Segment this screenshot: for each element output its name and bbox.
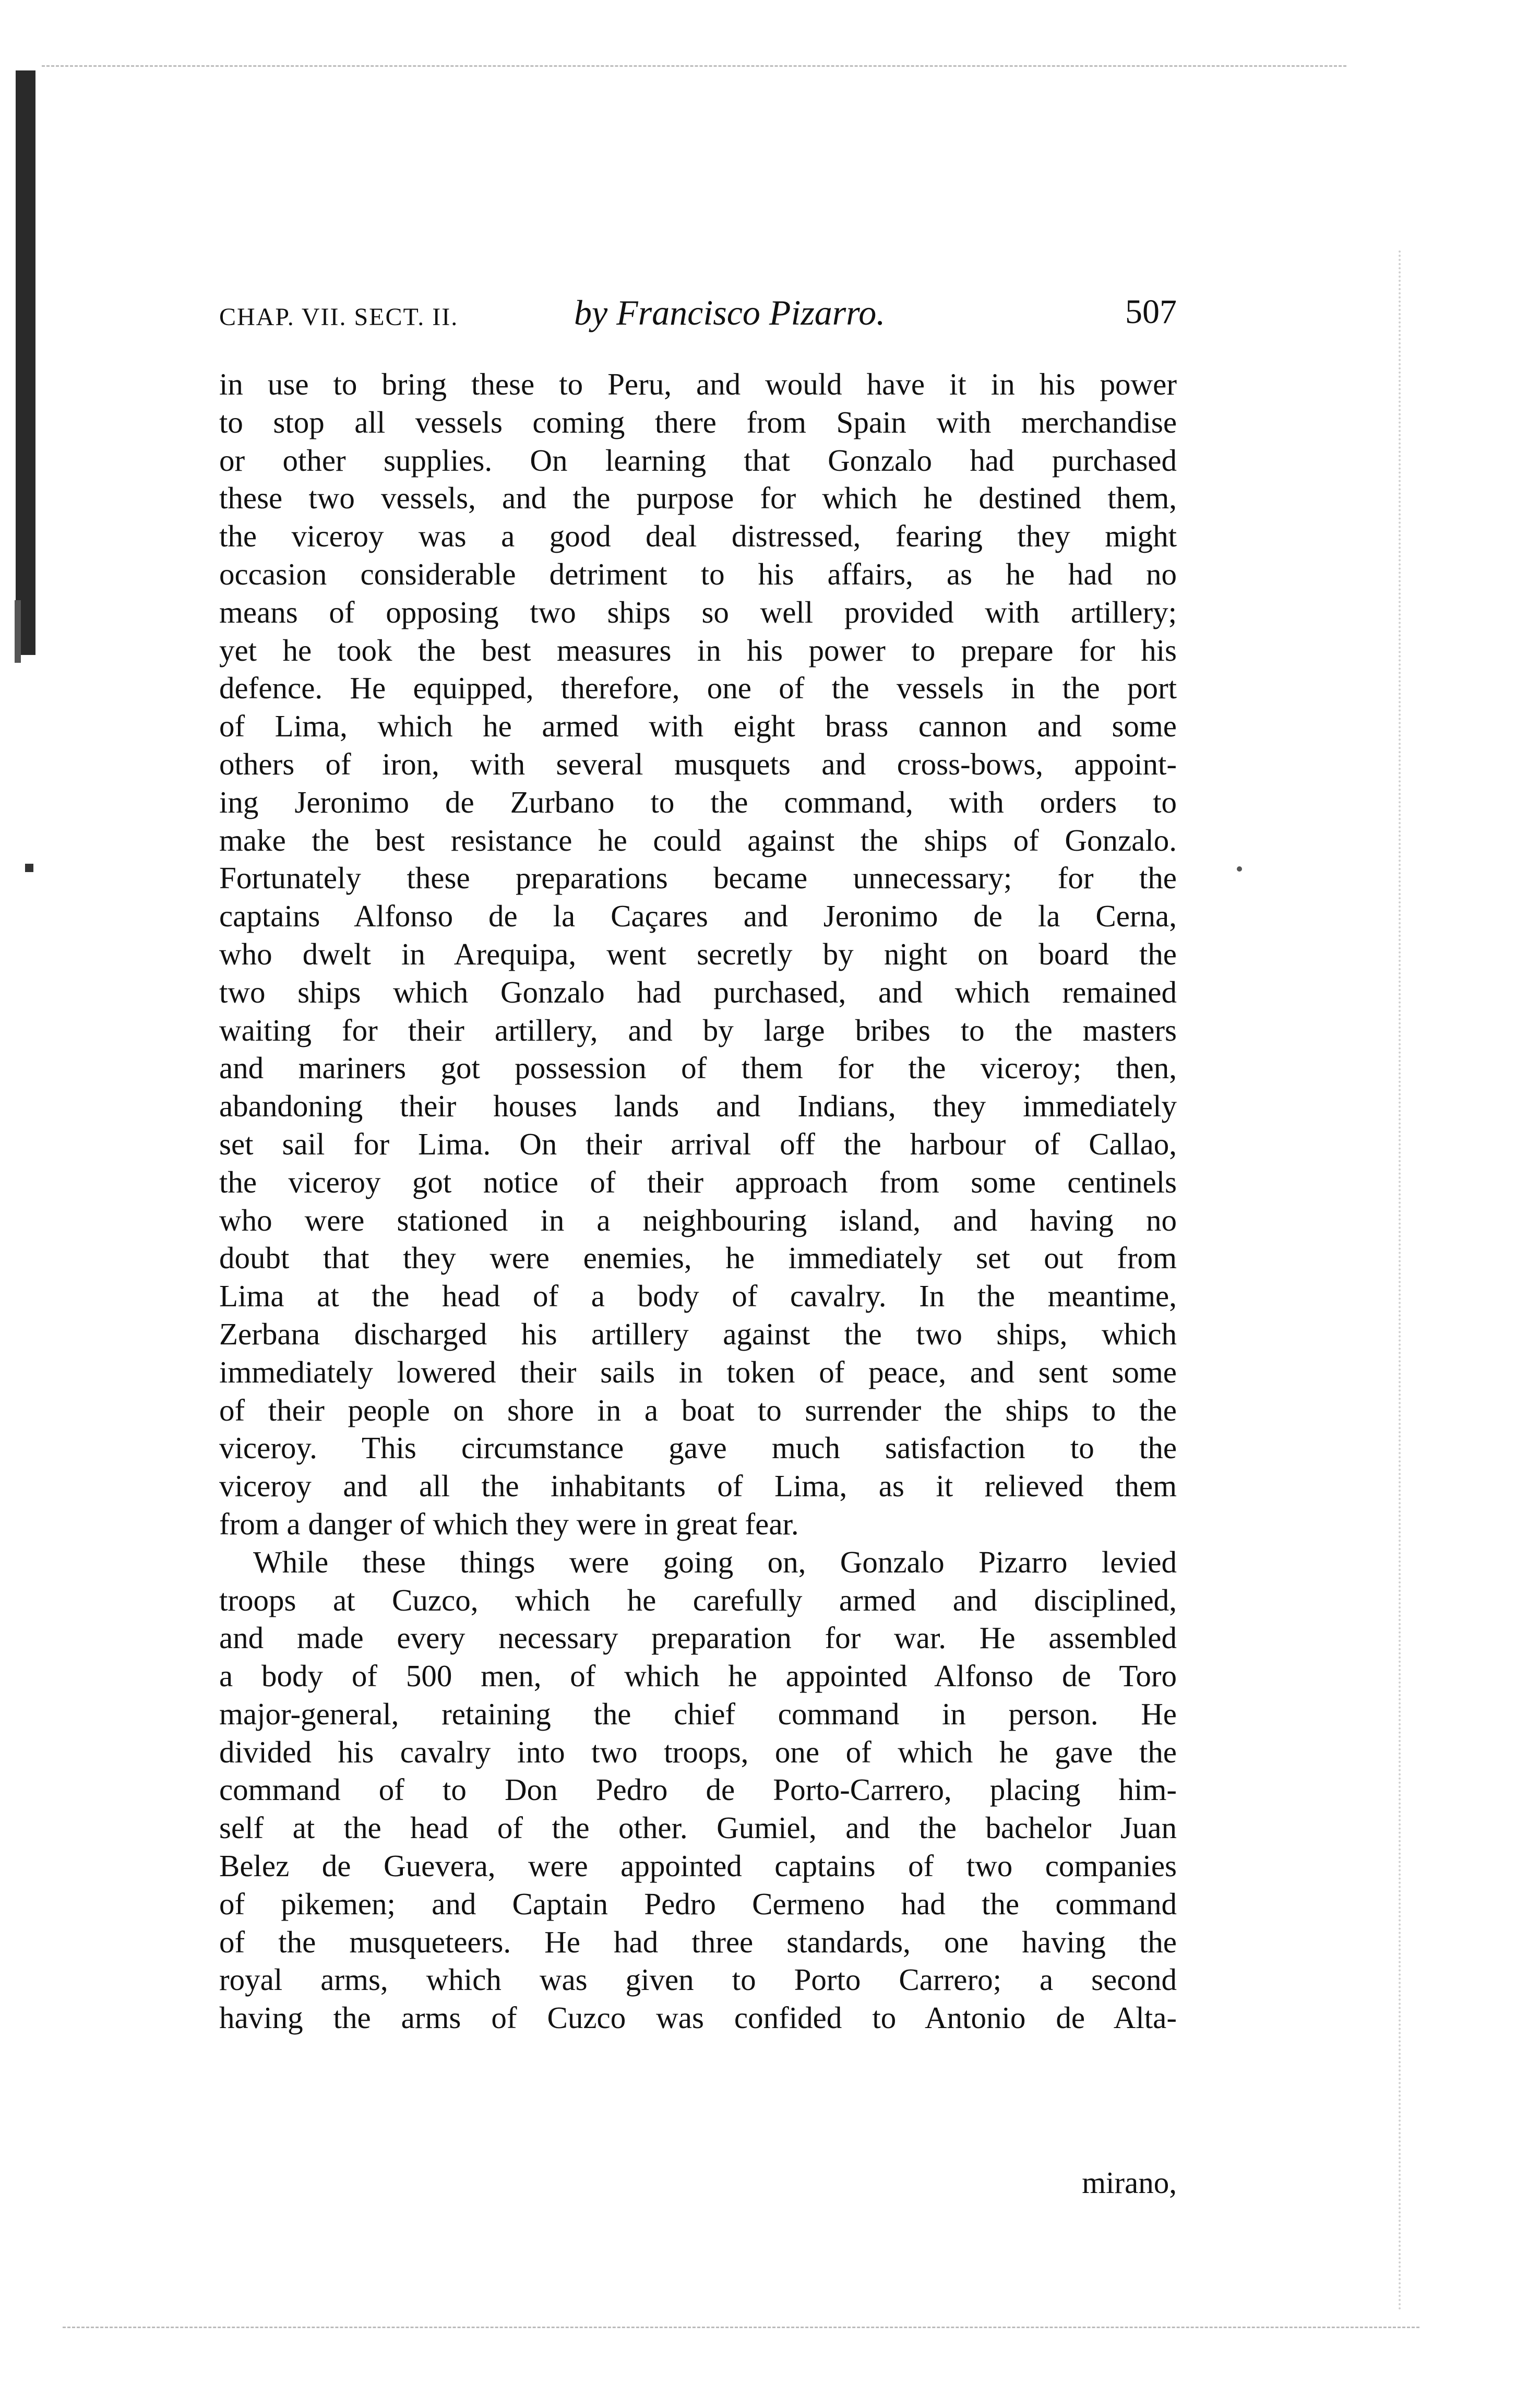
- text-line: in use to bring these to Peru, and would have it in his power: [219, 367, 1177, 401]
- body-text: [219, 365, 1177, 2037]
- text-line: others of iron, with several musquets and cross-bows, appoint-: [219, 746, 1177, 781]
- running-title: by Francisco Pizarro.: [574, 293, 886, 332]
- page-number: 507: [1125, 293, 1177, 331]
- scan-right-margin-artifact: [1399, 251, 1422, 2312]
- text-line: doubt that they were enemies, he immediately set out from: [219, 1241, 1177, 1275]
- running-header: [219, 292, 1177, 344]
- text-line: means of opposing two ships so well provided with artillery;: [219, 594, 1177, 629]
- text-line: who were stationed in a neighbouring island, and having no: [219, 1202, 1177, 1237]
- text-line: major-general, retaining the chief command in person. He: [219, 1696, 1177, 1731]
- text-line: occasion considerable detriment to his affairs, as he had no: [219, 556, 1177, 591]
- text-line: While these things were going on, Gonzalo Pizarro levied: [253, 1544, 1177, 1579]
- text-line: to stop all vessels coming there from Spain with merchandise: [219, 404, 1177, 439]
- text-line: viceroy and all the inhabitants of Lima, as it relieved them: [219, 1469, 1177, 1504]
- text-line: a body of 500 men, of which he appointed Alfonso de Toro: [219, 1659, 1177, 1694]
- text-line: Belez de Guevera, were appointed captains of two companies: [219, 1849, 1177, 1884]
- text-line: Zerbana discharged his artillery against the two ships, which: [219, 1316, 1177, 1351]
- scan-left-margin-mark: [25, 864, 33, 872]
- text-line: make the best resistance he could against the ships of Gonzalo.: [219, 822, 1177, 857]
- text-line: who dwelt in Arequipa, went secretly by night on board the: [219, 936, 1177, 971]
- scan-margin-dot: [1237, 866, 1242, 872]
- text-line: and mariners got possession of them for the viceroy; then,: [219, 1051, 1177, 1086]
- scan-top-artifact: [42, 65, 1346, 67]
- text-line: ing Jeronimo de Zurbano to the command, with orders to: [219, 784, 1177, 819]
- text-line: of pikemen; and Captain Pedro Cermeno had the command: [219, 1886, 1177, 1921]
- catchword: mirano,: [1082, 2165, 1177, 2200]
- text-line: from a danger of which they were in great fear.: [219, 1506, 799, 1541]
- text-line: divided his cavalry into two troops, one of which he gave the: [219, 1734, 1177, 1769]
- text-line: self at the head of the other. Gumiel, and the bachelor Juan: [219, 1810, 1177, 1845]
- text-line: having the arms of Cuzco was confided to Antonio de Alta-: [219, 2000, 1177, 2035]
- text-line: waiting for their artillery, and by large bribes to the masters: [219, 1012, 1177, 1047]
- text-line: the viceroy got notice of their approach from some centinels: [219, 1164, 1177, 1199]
- scan-binding-edge: [16, 70, 35, 655]
- text-line: of the musqueteers. He had three standards, one having the: [219, 1924, 1177, 1959]
- text-line: royal arms, which was given to Porto Carrero; a second: [219, 1962, 1177, 1997]
- text-line: command of to Don Pedro de Porto-Carrero, placing him-: [219, 1772, 1177, 1807]
- scan-bottom-artifact: [63, 2327, 1419, 2328]
- text-line: the viceroy was a good deal distressed, fearing they might: [219, 519, 1177, 554]
- text-line: Fortunately these preparations became unnecessary; for the: [219, 861, 1177, 896]
- text-line: yet he took the best measures in his power to prepare for his: [219, 633, 1177, 667]
- text-line: of Lima, which he armed with eight brass cannon and some: [219, 709, 1177, 744]
- scan-binding-edge-lower: [15, 600, 21, 663]
- text-line: troops at Cuzco, which he carefully armed and disciplined,: [219, 1582, 1177, 1617]
- text-line: defence. He equipped, therefore, one of the vessels in the port: [219, 671, 1177, 706]
- text-line: and made every necessary preparation for war. He assembled: [219, 1620, 1177, 1655]
- text-line: immediately lowered their sails in token of peace, and sent some: [219, 1354, 1177, 1389]
- text-line: these two vessels, and the purpose for which he destined them,: [219, 481, 1177, 516]
- text-line: captains Alfonso de la Caçares and Jeronimo de la Cerna,: [219, 899, 1177, 934]
- text-line: or other supplies. On learning that Gonzalo had purchased: [219, 443, 1177, 478]
- text-line: Lima at the head of a body of cavalry. In the meantime,: [219, 1279, 1177, 1314]
- chapter-section-label: CHAP. VII. SECT. II.: [219, 303, 459, 331]
- text-line: viceroy. This circumstance gave much satisfaction to the: [219, 1431, 1177, 1465]
- text-line: set sail for Lima. On their arrival off the harbour of Callao,: [219, 1126, 1177, 1161]
- text-line: of their people on shore in a boat to surrender the ships to the: [219, 1392, 1177, 1427]
- text-line: abandoning their houses lands and Indians, they immediately: [219, 1089, 1177, 1124]
- text-line: two ships which Gonzalo had purchased, and which remained: [219, 974, 1177, 1009]
